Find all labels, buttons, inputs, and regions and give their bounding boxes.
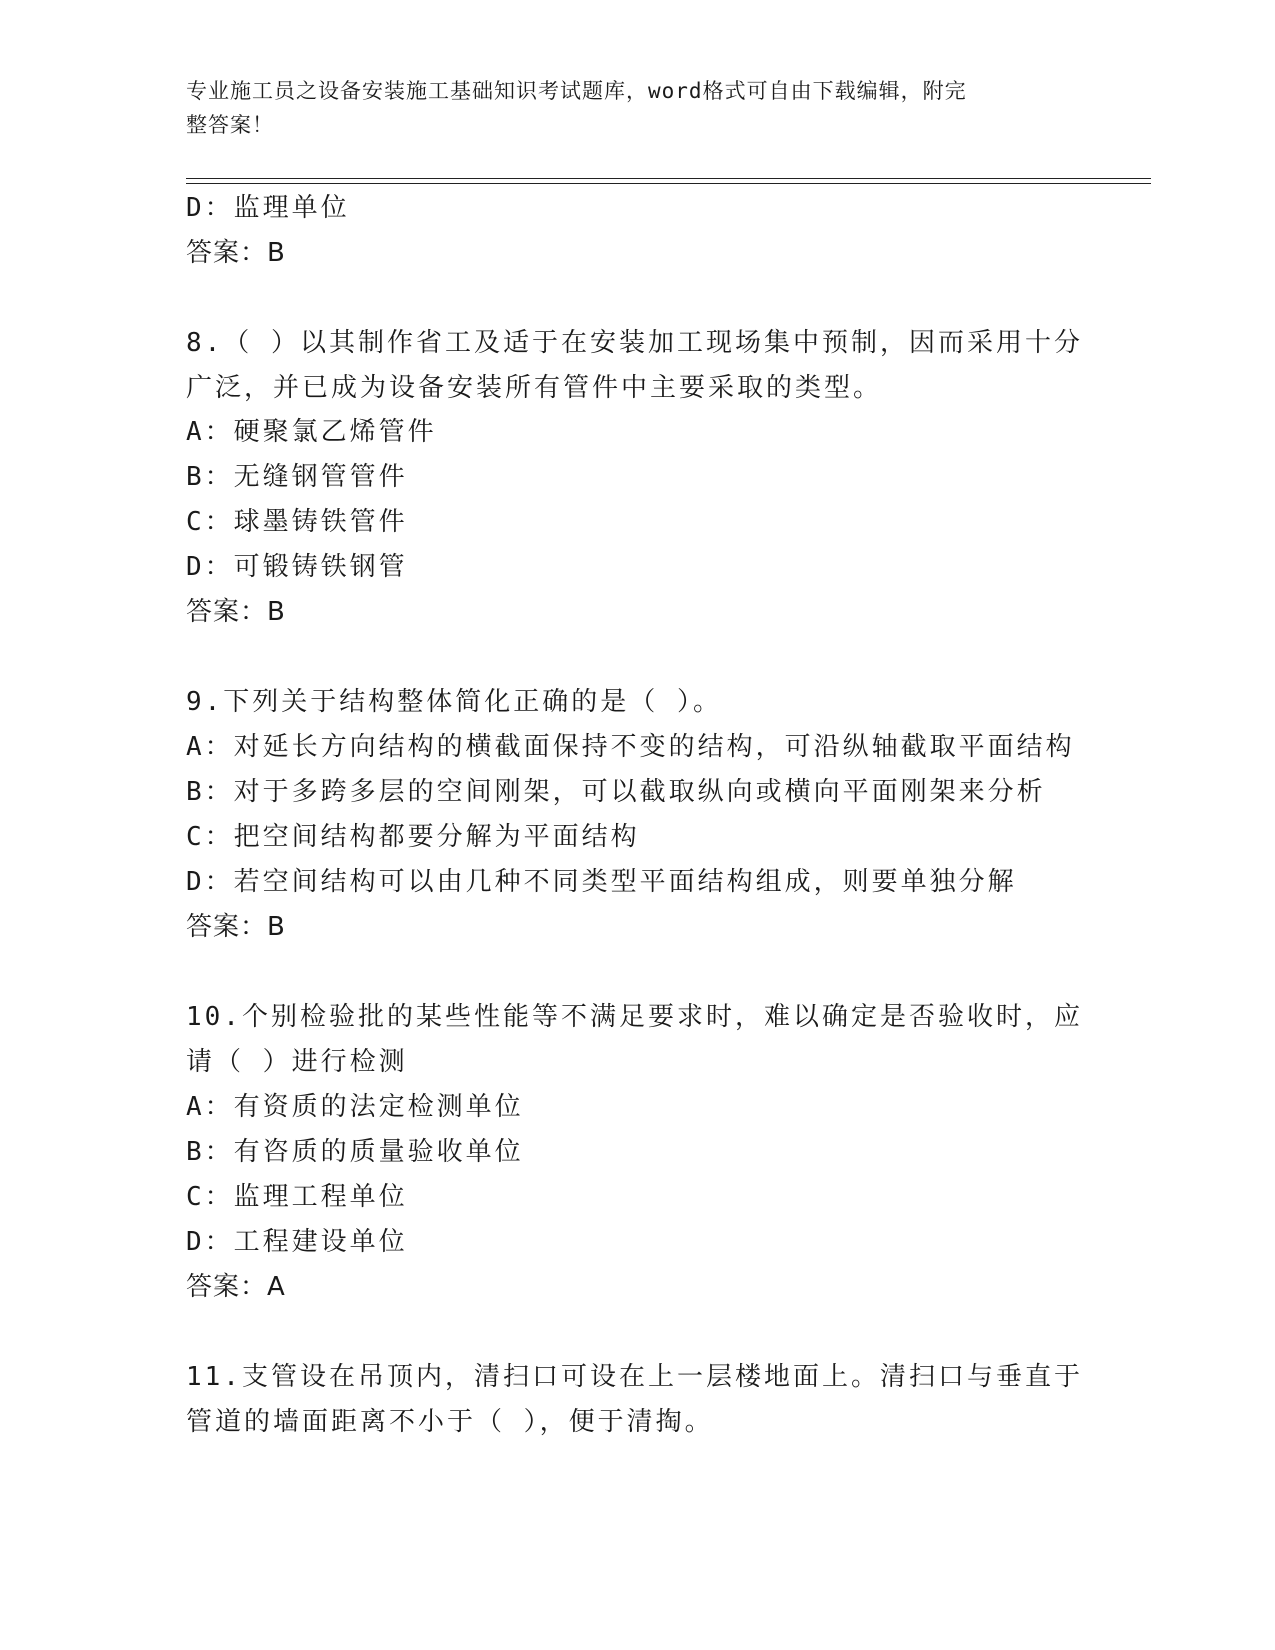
q11-question-line-1: 11.支管设在吊顶内，清扫口可设在上一层楼地面上。清扫口与垂直于 (186, 1362, 1083, 1392)
header-divider-bottom (186, 183, 1151, 184)
q8-option-c: C：球墨铸铁管件 (186, 507, 408, 537)
q9-question-line-1: 9.下列关于结构整体简化正确的是（ ）。 (186, 687, 722, 717)
document-header (186, 74, 1066, 142)
q11-question-line-2: 管道的墙面距离不小于（ ），便于清掏。 (186, 1407, 714, 1437)
header-divider-top (186, 178, 1151, 179)
q7-option-d: D：监理单位 (186, 193, 350, 223)
q8-option-a: A：硬聚氯乙烯管件 (186, 417, 437, 447)
q10-option-a: A：有资质的法定检测单位 (186, 1092, 524, 1122)
q8-option-b: B：无缝钢管管件 (186, 462, 408, 492)
q9-option-d: D：若空间结构可以由几种不同类型平面结构组成，则要单独分解 (186, 867, 1017, 897)
q10-question-line-2: 请（ ）进行检测 (186, 1047, 408, 1077)
q9-option-c: C：把空间结构都要分解为平面结构 (186, 822, 640, 852)
q8-question-line-1: 8.（ ）以其制作省工及适于在安装加工现场集中预制，因而采用十分 (186, 328, 1083, 358)
q7-answer: 答案：B (186, 238, 286, 268)
q8-answer: 答案：B (186, 597, 286, 627)
q10-option-b: B：有咨质的质量验收单位 (186, 1137, 524, 1167)
q9-option-a: A：对延长方向结构的横截面保持不变的结构，可沿纵轴截取平面结构 (186, 732, 1075, 762)
header-line-2: 整答案！ (186, 113, 274, 137)
header-line-1: 专业施工员之设备安装施工基础知识考试题库，word格式可自由下载编辑，附完 (186, 79, 967, 103)
q8-question-line-2: 广泛，并已成为设备安装所有管件中主要采取的类型。 (186, 373, 883, 403)
q10-answer: 答案：A (186, 1272, 286, 1302)
q9-answer: 答案：B (186, 912, 286, 942)
q10-option-c: C：监理工程单位 (186, 1182, 408, 1212)
q9-option-b: B：对于多跨多层的空间刚架，可以截取纵向或横向平面刚架来分析 (186, 777, 1046, 807)
q10-question-line-1: 10.个别检验批的某些性能等不满足要求时，难以确定是否验收时，应 (186, 1002, 1083, 1032)
q8-option-d: D：可锻铸铁钢管 (186, 552, 408, 582)
q10-option-d: D：工程建设单位 (186, 1227, 408, 1257)
